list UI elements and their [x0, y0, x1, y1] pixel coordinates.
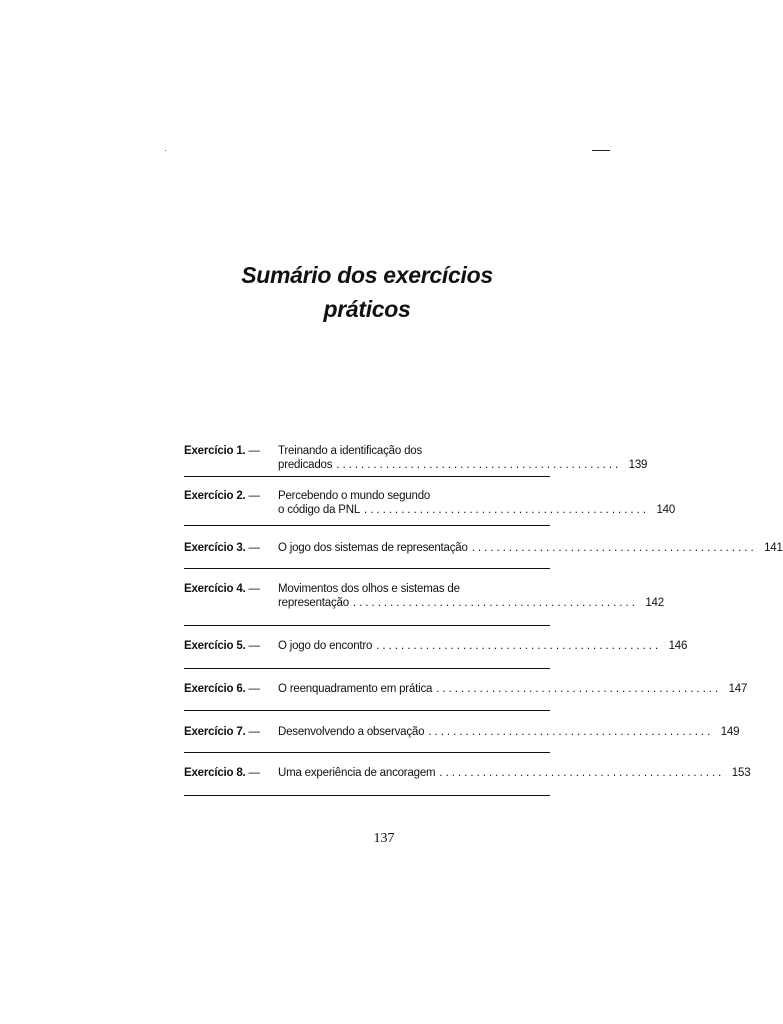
entry-label: Exercício 6. —	[184, 683, 260, 695]
entry-page: 140	[656, 504, 676, 516]
page-number: 137	[373, 831, 395, 846]
toc-entry-4	[184, 569, 664, 626]
title-line-1: Sumário dos exercícios	[241, 262, 493, 288]
toc-entry-2	[184, 477, 676, 526]
entry-page: 147	[728, 683, 748, 695]
entry-page: 139	[628, 459, 648, 471]
entry-page: 149	[720, 726, 740, 738]
toc-entry-6	[184, 669, 748, 711]
dot-leader: ..............................................	[376, 640, 662, 652]
dot-leader: ..............................................	[364, 504, 650, 516]
dot-leader: ..............................................	[336, 459, 622, 471]
entry-title-line: representação .............................................. 142	[278, 597, 664, 609]
entry-label: Exercício 1. —	[184, 445, 260, 457]
entry-title-line: predicados .............................................. 139	[278, 459, 648, 471]
entry-title-line: o código da PNL .............................................. 140	[278, 504, 676, 516]
page-title	[184, 258, 550, 326]
entry-title-line: O jogo dos sistemas de representação .............................................. 141	[278, 542, 783, 554]
toc-entry-5	[184, 626, 688, 669]
toc-entry-3	[184, 526, 783, 569]
entry-label: Exercício 2. —	[184, 490, 260, 502]
title-line-2: práticos	[323, 296, 411, 322]
entry-title-line: Desenvolvendo a observação .............................................. 149	[278, 726, 740, 738]
entry-title-line: O jogo do encontro .............................................. 146	[278, 640, 688, 652]
scan-speck	[165, 150, 166, 151]
entry-title-line: Percebendo o mundo segundo	[278, 490, 431, 502]
dot-leader: ..............................................	[439, 767, 725, 779]
entry-label: Exercício 7. —	[184, 726, 260, 738]
toc-entry-1	[184, 440, 648, 477]
dot-leader: ..............................................	[428, 726, 714, 738]
entry-label: Exercício 3. —	[184, 542, 260, 554]
entry-page: 141	[764, 542, 783, 554]
dot-leader: ..............................................	[436, 683, 722, 695]
entry-label: Exercício 4. —	[184, 583, 260, 595]
toc-entry-7	[184, 711, 740, 753]
entry-title-line: Movimentos dos olhos e sistemas de	[278, 583, 460, 595]
entry-label: Exercício 8. —	[184, 767, 260, 779]
dot-leader: ..............................................	[352, 597, 638, 609]
toc-entry-8	[184, 753, 751, 796]
dot-leader: ..............................................	[471, 542, 757, 554]
entry-title-line: O reenquadramento em prática .............................................. 147	[278, 683, 748, 695]
entry-label: Exercício 5. —	[184, 640, 260, 652]
top-rule-mark	[592, 150, 610, 151]
entry-title-line: Treinando a identificação dos	[278, 445, 423, 457]
entry-page: 146	[668, 640, 688, 652]
entry-title-line: Uma experiência de ancoragem .............................................. 153	[278, 767, 751, 779]
entry-page: 153	[731, 767, 751, 779]
exercise-list	[184, 440, 783, 796]
entry-page: 142	[645, 597, 664, 609]
